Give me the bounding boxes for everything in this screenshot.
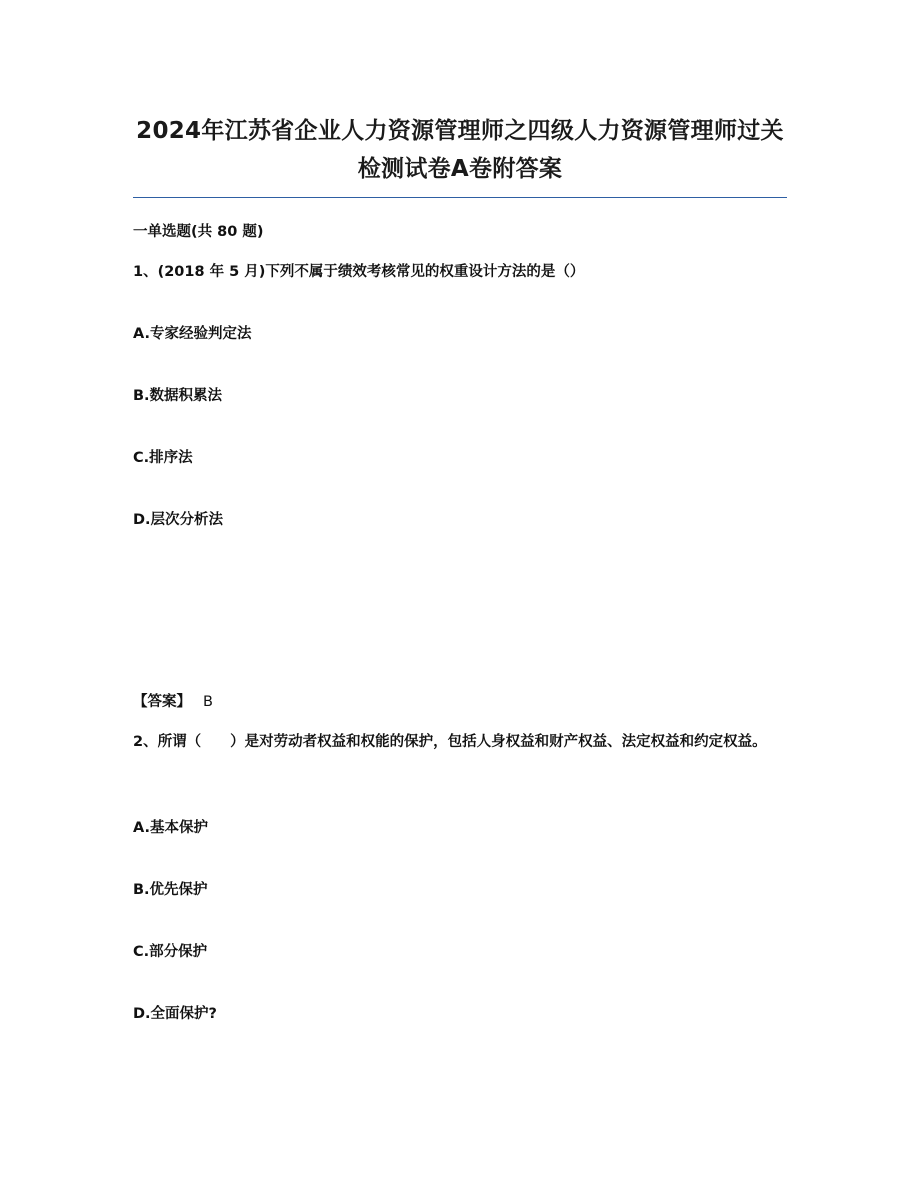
q1-option-a: A.专家经验判定法 — [133, 326, 252, 342]
q1-option-c: C.排序法 — [133, 450, 193, 466]
section-heading: 一单选题(共 80 题) — [133, 224, 264, 240]
q1-option-d: D.层次分析法 — [133, 512, 224, 528]
q2-option-b: B.优先保护 — [133, 882, 208, 898]
q1-option-b: B.数据积累法 — [133, 388, 223, 404]
answer-label: 【答案】 — [133, 694, 191, 710]
q1-answer — [133, 689, 787, 715]
question-1-stem: 1、(2018 年 5 月)下列不属于绩效考核常见的权重设计方法的是（） — [133, 264, 585, 280]
question-2-stem: 2、所谓（ ）是对劳动者权益和权能的保护，包括人身权益和财产权益、法定权益和约定权益。 — [133, 734, 767, 750]
title-divider — [133, 197, 787, 198]
q2-option-a: A.基本保护 — [133, 820, 208, 836]
answer-value: B — [203, 694, 213, 710]
q2-option-d: D.全面保护? — [133, 1006, 217, 1022]
q2-option-c: C.部分保护 — [133, 944, 208, 960]
document-title: 2024年江苏省企业人力资源管理师之四级人力资源管理师过关检测试卷A卷附答案 — [136, 118, 784, 182]
